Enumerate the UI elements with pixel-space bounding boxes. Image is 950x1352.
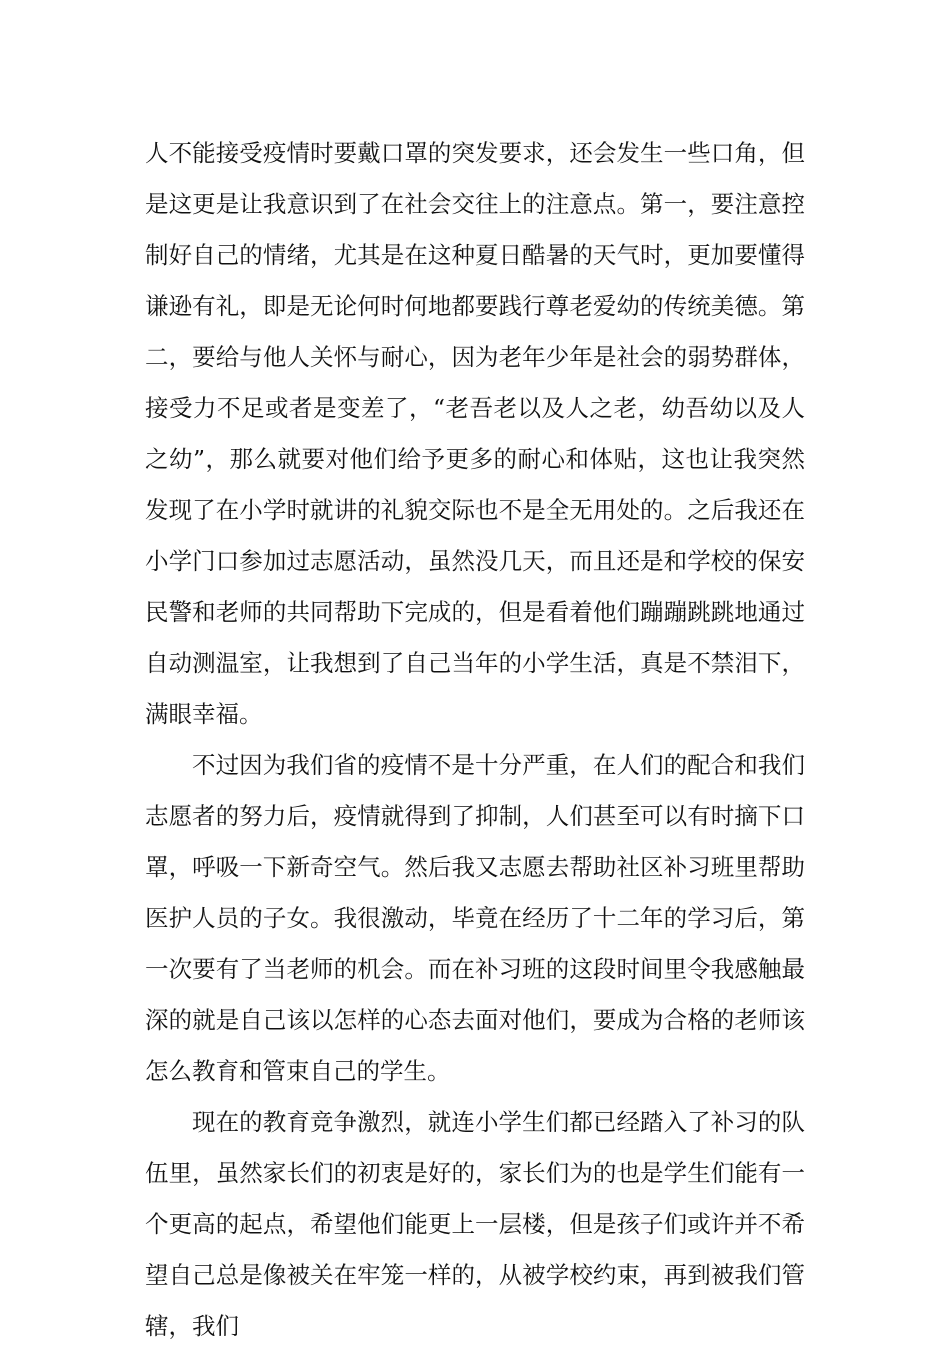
paragraph-continued: 人不能接受疫情时要戴口罩的突发要求，还会发生一些口角，但是这更是让我意识到了在社会交往上的注意点。第一，要注意控制好自己的情绪，尤其是在这种夏日酷暑的天气时，更加要懂得谦逊有礼，即是无论何时何地都要践行尊老爱幼的传统美德。第二，要给与他人关怀与耐心，因为老年少年是社会的弱势群体，接受力不足或者是变差了，“老吾老以及人之老，幼吾幼以及人之幼”，那么就要对他们给予更多的耐心和体贴，这也让我突然发现了在小学时就讲的礼貌交际也不是全无用处的。之后我还在小学门口参加过志愿活动，虽然没几天，而且还是和学校的保安民警和老师的共同帮助下完成的，但是看着他们蹦蹦跳跳地通过自动测温室，让我想到了自己当年的小学生活，真是不禁泪下，满眼幸福。 xyxy=(145,139,805,728)
paragraph: 现在的教育竞争激烈，就连小学生们都已经踏入了补习的队伍里，虽然家长们的初衷是好的，家长们为的也是学生们能有一个更高的起点，希望他们能更上一层楼，但是孩子们或许并不希望自己总是像被关在牢笼一样的，从被学校约束，再到被我们管辖，我们 xyxy=(145,1108,805,1340)
paragraph: 不过因为我们省的疫情不是十分严重，在人们的配合和我们志愿者的努力后，疫情就得到了抑制，人们甚至可以有时摘下口罩，呼吸一下新奇空气。然后我又志愿去帮助社区补习班里帮助医护人员的子女。我很激动，毕竟在经历了十二年的学习后，第一次要有了当老师的机会。而在补习班的这段时间里令我感触最深的就是自己该以怎样的心态去面对他们，要成为合格的老师该怎么教育和管束自己的学生。 xyxy=(145,751,805,1085)
body-text xyxy=(145,128,805,1352)
